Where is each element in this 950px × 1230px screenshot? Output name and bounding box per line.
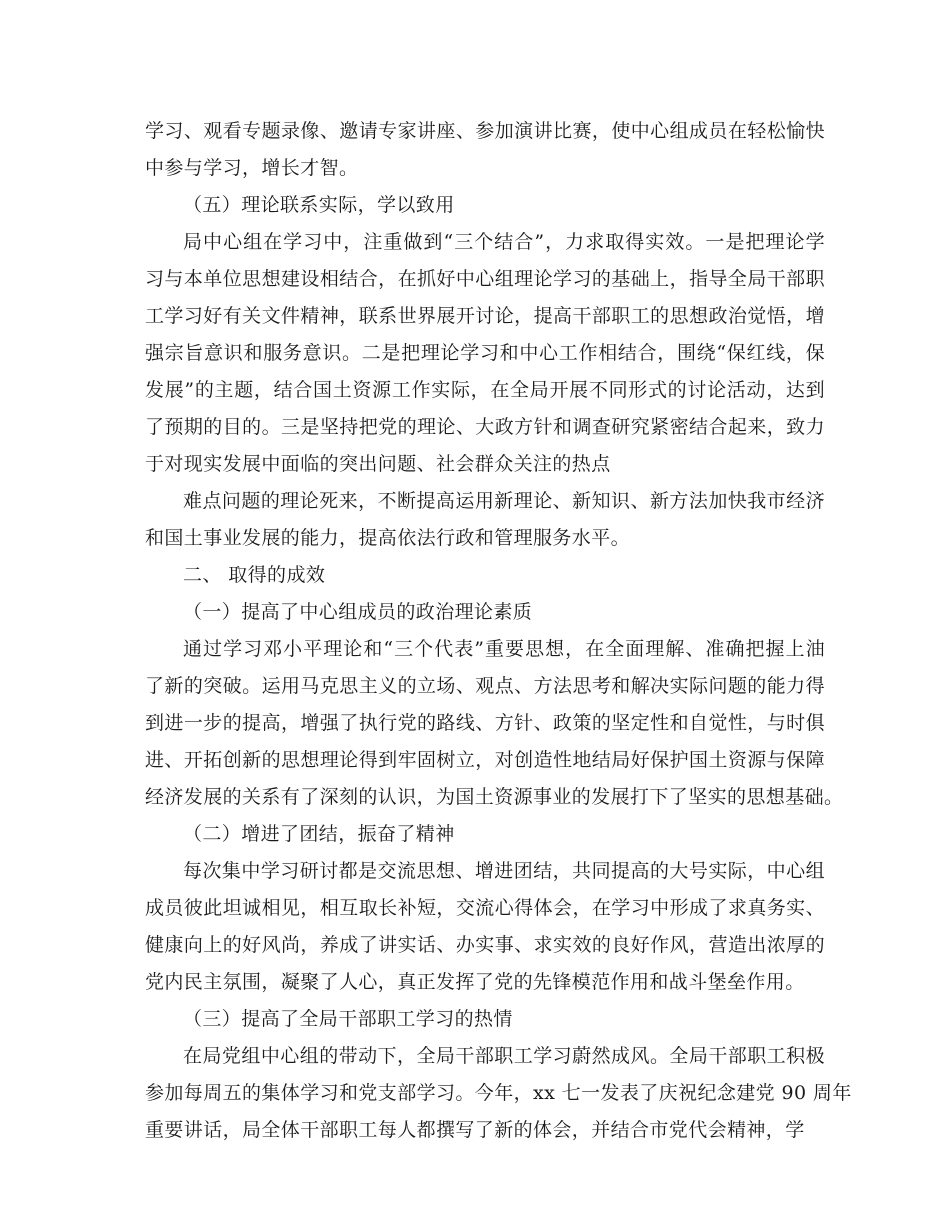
- section-heading: （五）理论联系实际，学以致用: [183, 194, 455, 216]
- body-text-line: 工学习好有关文件精神，联系世界展开讨论，提高干部职工的思想政治觉悟，增: [145, 305, 825, 327]
- paragraph-first-line: 局中心组在学习中，注重做到“三个结合”，力求取得实效。一是把理论学: [183, 231, 825, 253]
- body-text-line: 重要讲话，局全体干部职工每人都撰写了新的体会，并结合市党代会精神，学: [145, 1119, 805, 1141]
- body-text-line: 进、开拓创新的思想理论得到牢固树立，对创造性地结局好保护国土资源与保障: [145, 749, 825, 771]
- body-text-line: 健康向上的好风尚，养成了讲实话、办实事、求实效的良好作风，营造出浓厚的: [145, 934, 825, 956]
- body-text-line: 了新的突破。运用马克思主义的立场、观点、方法思考和解决实际问题的能力得: [145, 675, 825, 697]
- body-text-line: 经济发展的关系有了深刻的认识，为国土资源事业的发展打下了坚实的思想基础。: [145, 786, 844, 808]
- paragraph-first-line: 通过学习邓小平理论和“三个代表”重要思想，在全面理解、准确把握上油: [183, 638, 825, 660]
- body-text-line: 习与本单位思想建设相结合，在抓好中心组理论学习的基础上，指导全局干部职: [145, 268, 825, 290]
- body-text-line: 了预期的目的。三是坚持把党的理论、大政方针和调查研究紧密结合起来，致力: [145, 416, 825, 438]
- subsection-heading: （二）增进了团结，振奋了精神: [183, 823, 455, 845]
- subsection-heading: （一）提高了中心组成员的政治理论素质: [183, 601, 533, 623]
- body-text-line: 强宗旨意识和服务意识。二是把理论学习和中心工作相结合，围绕“保红线，保: [145, 342, 825, 364]
- section-heading: 二、 取得的成效: [183, 564, 326, 586]
- paragraph-first-line: 每次集中学习研讨都是交流思想、增进团结，共同提高的大号实际，中心组: [183, 860, 825, 882]
- body-text-line: 到进一步的提高，增强了执行党的路线、方针、政策的坚定性和自觉性，与时俱: [145, 712, 825, 734]
- body-text-line: 发展”的主题，结合国土资源工作实际，在全局开展不同形式的讨论活动，达到: [145, 379, 825, 401]
- body-text-line: 和国土事业发展的能力，提高依法行政和管理服务水平。: [145, 527, 631, 549]
- body-text-line: 学习、观看专题录像、邀请专家讲座、参加演讲比赛，使中心组成员在轻松愉快: [145, 120, 825, 142]
- body-text-line: 中参与学习，增长才智。: [145, 157, 359, 179]
- body-text-line: 成员彼此坦诚相见，相互取长补短，交流心得体会，在学习中形成了求真务实、: [145, 897, 825, 919]
- body-text-line: 党内民主氛围，凝聚了人心，真正发挥了党的先锋模范作用和战斗堡垒作用。: [145, 971, 805, 993]
- body-text-line: 参加每周五的集体学习和党支部学习。今年，xx 七一发表了庆祝纪念建党 90 周年: [145, 1082, 852, 1104]
- body-text-line: 于对现实发展中面临的突出问题、社会群众关注的热点: [145, 453, 611, 475]
- paragraph-first-line: 难点问题的理论死来，不断提高运用新理论、新知识、新方法加快我市经济: [183, 490, 825, 512]
- paragraph-first-line: 在局党组中心组的带动下，全局干部职工学习蔚然成风。全局干部职工积极: [183, 1045, 825, 1067]
- subsection-heading: （三）提高了全局干部职工学习的热情: [183, 1008, 513, 1030]
